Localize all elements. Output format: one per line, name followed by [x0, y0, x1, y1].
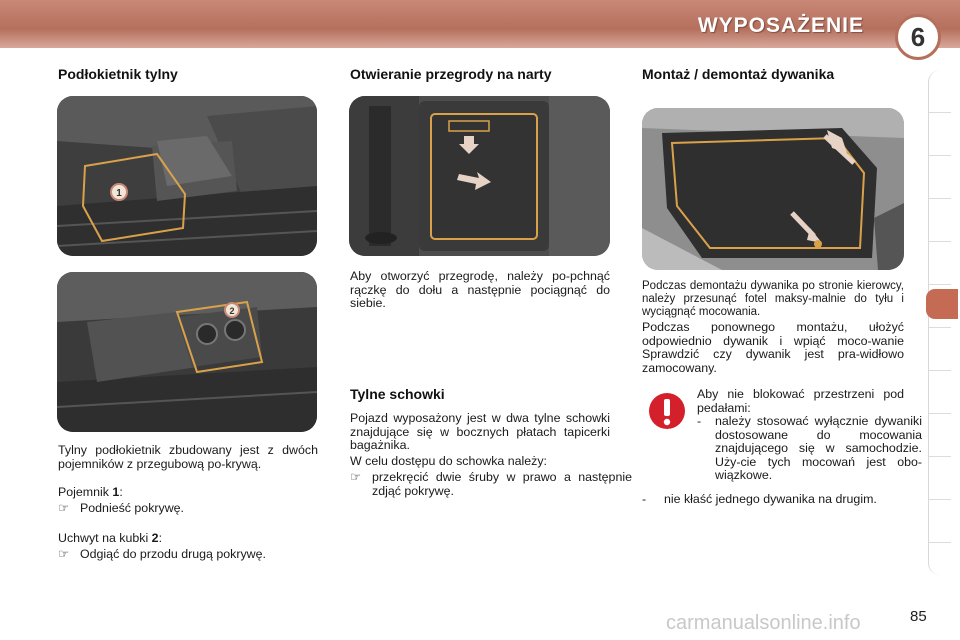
container-1-label — [58, 486, 318, 500]
cup-holder-label-text: Uchwyt na kubki — [58, 531, 152, 545]
cup-holder-label — [58, 532, 318, 546]
warning-bullet-1 — [697, 415, 922, 483]
callout-1: 1 — [116, 188, 122, 199]
section-title-ski-hatch: Otwieranie przegrody na narty — [350, 66, 552, 82]
chapter-tab[interactable] — [929, 242, 951, 285]
watermark: carmanualsonline.info — [666, 612, 861, 634]
container-label-colon: : — [119, 485, 123, 499]
cup-holder-label-number: 2 — [151, 531, 159, 545]
mat-removal-instruction: Podczas demontażu dywanika po stronie kierowcy, należy przesunąć fotel maksy-malnie do tyłu i wyciągnąć mocowania. — [642, 280, 904, 318]
section-title-rear-armrest: Podłokietnik tylny — [58, 66, 178, 82]
armrest-description: Tylny podłokietnik zbudowany jest z dwóch pojemników z przegubową po-krywą. — [58, 443, 318, 471]
photo-cup-holder — [57, 272, 317, 432]
dash-bullet: - — [642, 492, 647, 506]
pointing-hand-icon: ☞ — [58, 547, 70, 561]
chapter-number-badge: 6 — [895, 14, 941, 60]
container-label-number: 1 — [112, 485, 120, 499]
photo-ski-hatch — [349, 96, 610, 256]
chapter-tab-active[interactable] — [929, 285, 951, 328]
warning-icon — [648, 392, 686, 430]
warning-text: nie kłaść jednego dywanika na drugim. — [664, 492, 877, 506]
chapter-tab[interactable] — [929, 371, 951, 414]
chapter-tab[interactable] — [929, 199, 951, 242]
callout-2: 2 — [229, 306, 235, 316]
mat-installation-instruction: Podczas ponownego montażu, ułożyć odpowiednio dywanik i wpiąć moco-wanie Sprawdzić czy dywanik jest pra-widłowo zamocowany. — [642, 320, 904, 375]
chapter-tab[interactable] — [929, 156, 951, 199]
ski-hatch-instruction: Aby otworzyć przegrodę, należy po-pchnąć rączkę do dołu a następnie pociągnąć do siebie. — [350, 269, 610, 310]
chapter-title: WYPOSAŻENIE — [697, 14, 864, 37]
container-label-text: Pojemnik — [58, 485, 113, 499]
instruction-text: przekręcić dwie śruby w prawo a następnie zdjąć pokrywę. — [372, 470, 632, 498]
warning-intro: Aby nie blokować przestrzeni pod pedałami: — [697, 387, 904, 415]
chapter-tab[interactable] — [929, 500, 951, 543]
page-number: 85 — [910, 608, 927, 625]
section-title-rear-compartments: Tylne schowki — [350, 386, 445, 402]
instruction-fold-cover — [58, 548, 340, 562]
chapter-tab[interactable] — [929, 113, 951, 156]
instruction-text: Podnieść pokrywę. — [80, 501, 184, 515]
chapter-tab[interactable] — [929, 328, 951, 371]
section-title-floor-mat: Montaż / demontaż dywanika — [642, 66, 835, 82]
photo-rear-armrest-container — [57, 96, 317, 256]
pointing-hand-icon: ☞ — [58, 501, 70, 515]
compartments-access: W celu dostępu do schowka należy: — [350, 454, 547, 468]
instruction-turn-screws — [350, 471, 632, 498]
dash-bullet: - — [697, 414, 702, 428]
instruction-text: Odgiąć do przodu drugą pokrywę. — [80, 547, 266, 561]
chapter-tab[interactable] — [929, 457, 951, 500]
warning-bullet-2 — [642, 493, 926, 507]
chapter-tab[interactable] — [929, 414, 951, 457]
chapter-tab[interactable] — [929, 70, 951, 113]
photo-floor-mat — [642, 108, 904, 270]
compartments-description: Pojazd wyposażony jest w dwa tylne schowki znajdujące się w bocznych płatach tapicerki bagażnika. — [350, 411, 610, 452]
pointing-hand-icon: ☞ — [350, 470, 362, 484]
warning-text: należy stosować wyłącznie dywaniki dostosowane do mocowania znajdującego się w samochodzie. Uży-cie tych mocowań jest obo-wiązkowe. — [715, 414, 922, 482]
instruction-lift-cover — [58, 502, 340, 516]
chapter-tabs — [928, 70, 951, 575]
cup-holder-label-colon: : — [158, 531, 163, 545]
